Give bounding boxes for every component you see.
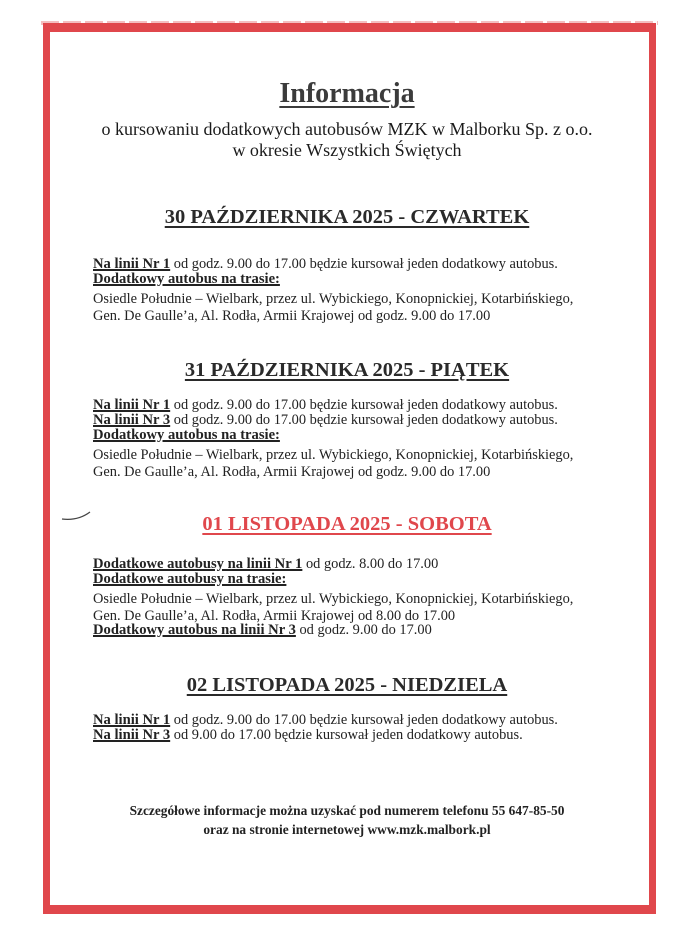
footer-line-1: Szczegółowe informacje można uzyskać pod numerem telefonu 55 647-85-50	[129, 803, 565, 818]
footer-line-2: oraz na stronie internetowej www.mzk.malbork.pl	[203, 822, 491, 837]
contact-footer	[0, 801, 694, 839]
section-oct-30	[93, 257, 613, 325]
section-nov-01	[93, 557, 613, 638]
info-line: Na linii Nr 1 od godz. 9.00 do 17.00 będzie kursował jeden dodatkowy autobus.	[93, 712, 558, 728]
section-nov-02	[93, 713, 613, 743]
route-description: Osiedle Południe – Wielbark, przez ul. Wybickiego, Konopnickiej, Kotarbińskiego, Gen. De Gaulle’a, Al. Rodła, Armii Krajowej od godz. 9.00 do 17.00	[93, 291, 574, 324]
section-oct-31	[93, 398, 613, 481]
info-line: Dodatkowy autobus na trasie:	[93, 271, 280, 287]
info-line: Dodatkowe autobusy na linii Nr 1 od godz. 8.00 do 17.00	[93, 556, 439, 572]
section-heading-oct-30: 30 PAŹDZIERNIKA 2025 - CZWARTEK	[164, 206, 530, 228]
info-line: Na linii Nr 3 od godz. 9.00 do 17.00 będzie kursował jeden dodatkowy autobus.	[93, 412, 558, 428]
route-description: Osiedle Południe – Wielbark, przez ul. Wybickiego, Konopnickiej, Kotarbińskiego, Gen. De Gaulle’a, Al. Rodła, Armii Krajowej od godz. 9.00 do 17.00	[93, 447, 574, 480]
section-heading-oct-31: 31 PAŹDZIERNIKA 2025 - PIĄTEK	[184, 359, 510, 381]
info-line: Dodatkowy autobus na linii Nr 3 od godz. 9.00 do 17.00	[93, 622, 432, 638]
info-line: Na linii Nr 1 od godz. 9.00 do 17.00 będzie kursował jeden dodatkowy autobus.	[93, 397, 558, 413]
route-description: Osiedle Południe – Wielbark, przez ul. Wybickiego, Konopnickiej, Kotarbińskiego, Gen. De Gaulle’a, Al. Rodła, Armii Krajowej od 8.00 do 17.00	[93, 591, 574, 624]
info-line: Dodatkowe autobusy na trasie:	[93, 571, 287, 587]
document-title: Informacja	[279, 78, 415, 109]
info-line: Na linii Nr 1 od godz. 9.00 do 17.00 będzie kursował jeden dodatkowy autobus.	[93, 256, 558, 272]
info-line: Na linii Nr 3 od 9.00 do 17.00 będzie kursował jeden dodatkowy autobus.	[93, 727, 523, 743]
subtitle-line-2: w okresie Wszystkich Świętych	[232, 140, 462, 160]
document-subtitle	[0, 119, 694, 161]
info-line: Dodatkowy autobus na trasie:	[93, 427, 280, 443]
subtitle-line-1: o kursowaniu dodatkowych autobusów MZK w Malborku Sp. z o.o.	[101, 119, 593, 139]
section-heading-nov-01: 01 LISTOPADA 2025 - SOBOTA	[202, 513, 492, 535]
section-heading-nov-02: 02 LISTOPADA 2025 - NIEDZIELA	[186, 674, 508, 696]
